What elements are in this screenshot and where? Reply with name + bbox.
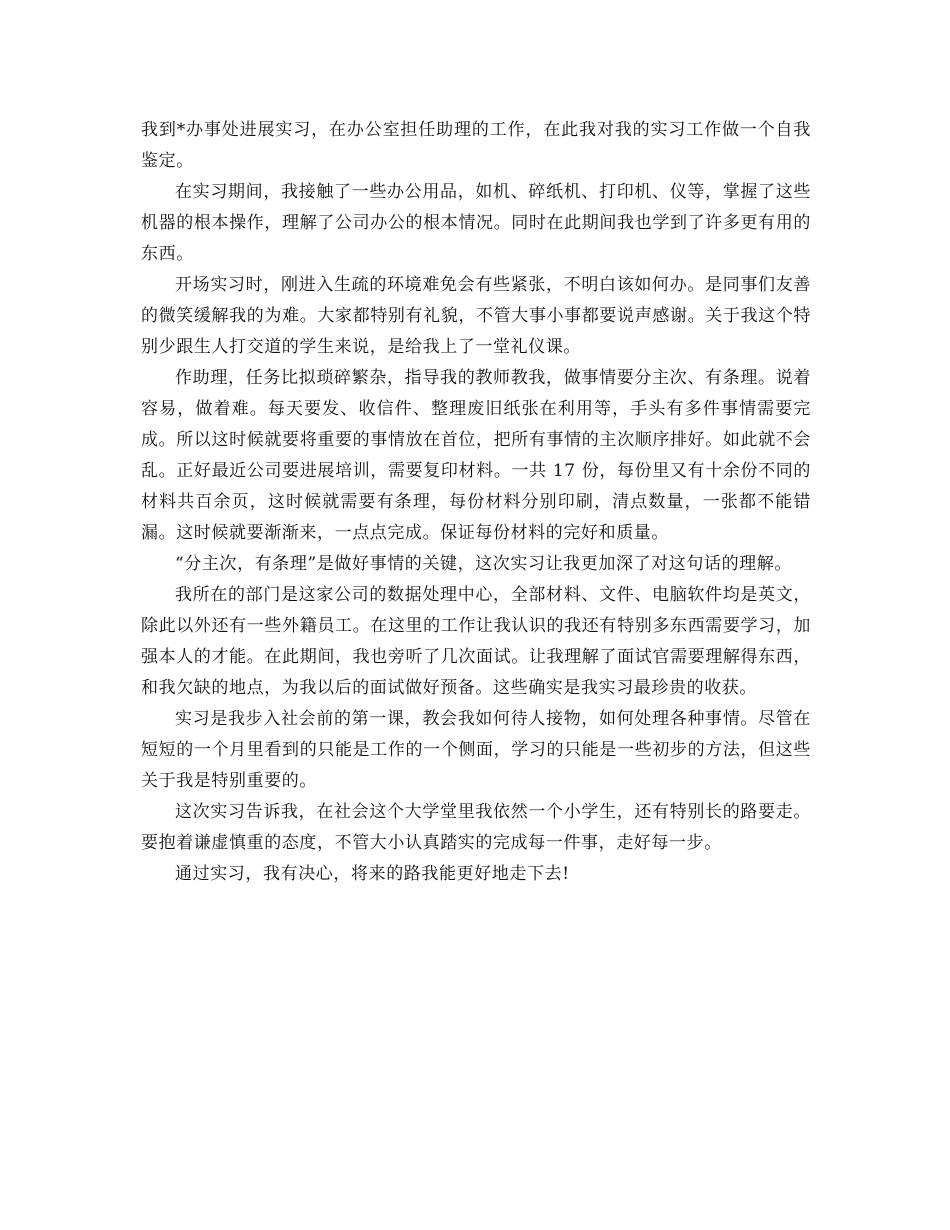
paragraph-4: 作助理，任务比拟琐碎繁杂，指导我的教师教我，做事情要分主次、有条理。说着容易，做着难。每天要发、收信件、整理废旧纸张在利用等，手头有多件事情需要完成。所以这时候就要将重要的事情放在首位，把所有事情的主次顺序排好。如此就不会乱。正好最近公司要进展培训，需要复印材料。一共 17 份，每份里又有十余份不同的材料共百余页，这时候就需要有条理，每份材料分别印刷，清点数量，一张都不能错漏。这时候就要渐渐来，一点点完成。保证每份材料的完好和质量。 <box>141 368 811 543</box>
paragraph-6: 我所在的部门是这家公司的数据处理中心，全部材料、文件、电脑软件均是英文，除此以外还有一些外籍员工。在这里的工作让我认识的我还有特别多东西需要学习，加强本人的才能。在此期间，我也旁听了几次面试。让我理解了面试官需要理解得东西，和我欠缺的地点，为我以后的面试做好预备。这些确实是我实习最珍贵的收获。 <box>141 585 811 698</box>
paragraph-1: 我到*办事处进展实习，在办公室担任助理的工作，在此我对我的实习工作做一个自我鉴定。 <box>141 120 811 171</box>
paragraph-7: 实习是我步入社会前的第一课，教会我如何待人接物，如何处理各种事情。尽管在短短的一个月里看到的只能是工作的一个侧面，学习的只能是一些初步的方法，但这些关于我是特别重要的。 <box>141 709 811 791</box>
paragraph-9: 通过实习，我有决心，将来的路我能更好地走下去! <box>175 864 570 884</box>
document-body <box>141 115 811 890</box>
paragraph-5: “分主次，有条理”是做好事情的关键，这次实习让我更加深了对这句话的理解。 <box>175 554 792 574</box>
paragraph-3: 开场实习时，刚进入生疏的环境难免会有些紧张，不明白该如何办。是同事们友善的微笑缓解我的为难。大家都特别有礼貌，不管大事小事都要说声感谢。关于我这个特别少跟生人打交道的学生来说，是给我上了一堂礼仪课。 <box>141 275 811 357</box>
paragraph-2: 在实习期间，我接触了一些办公用品，如机、碎纸机、打印机、仪等，掌握了这些机器的根本操作，理解了公司办公的根本情况。同时在此期间我也学到了许多更有用的东西。 <box>141 182 811 264</box>
paragraph-8: 这次实习告诉我，在社会这个大学堂里我依然一个小学生，还有特别长的路要走。要抱着谦虚慎重的态度，不管大小认真踏实的完成每一件事，走好每一步。 <box>141 802 811 853</box>
